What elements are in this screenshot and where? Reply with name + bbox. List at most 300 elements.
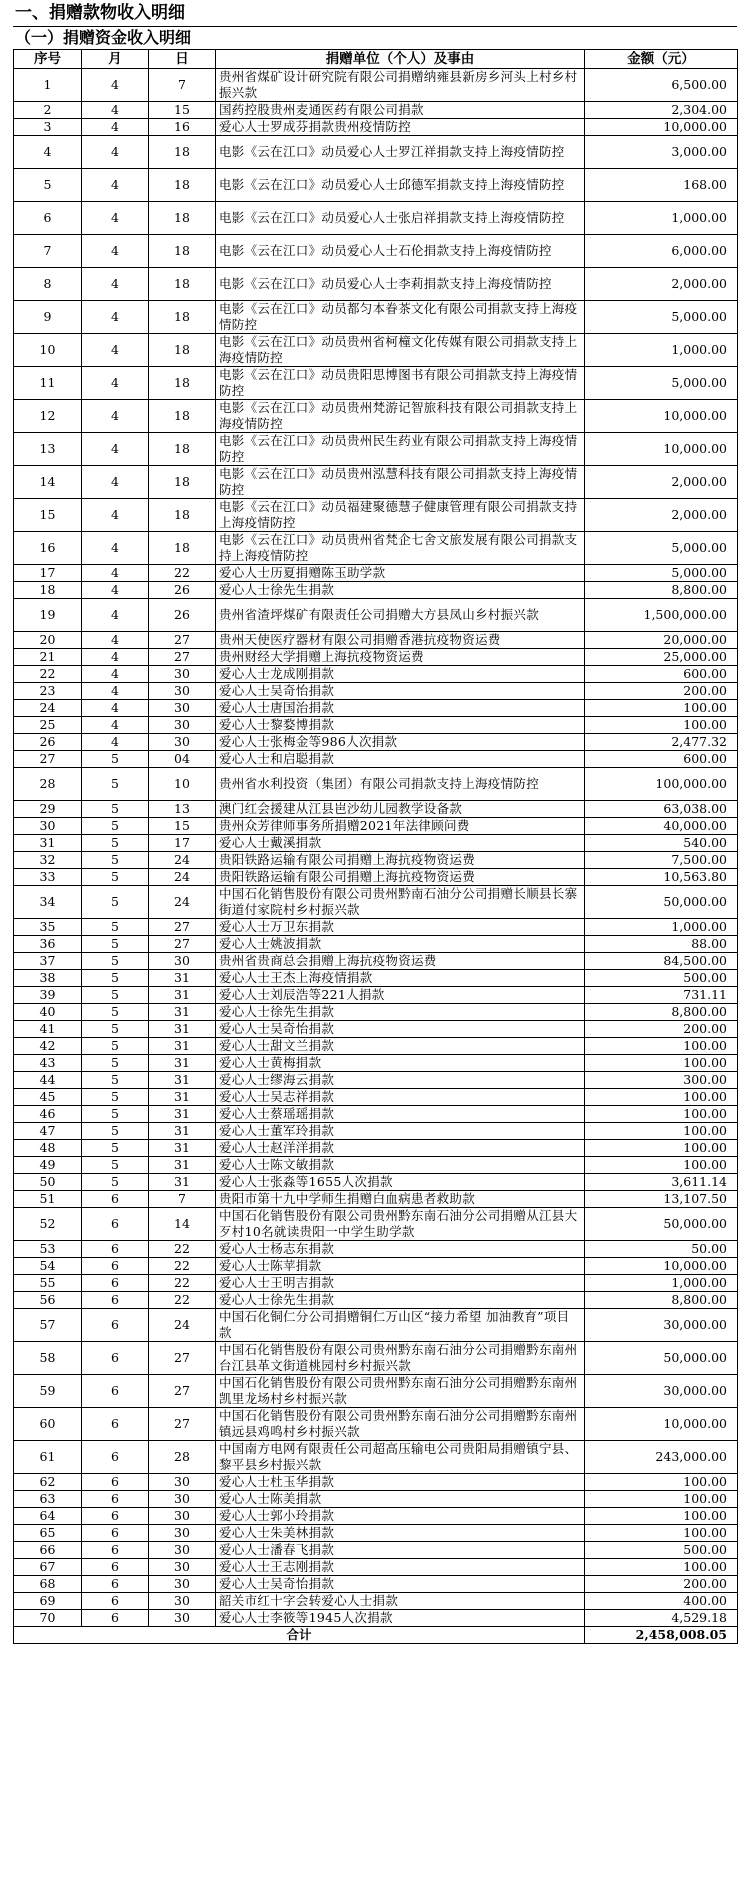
cell-desc: 爱心人士杨志东捐款	[216, 1241, 585, 1258]
cell-day: 28	[149, 1441, 216, 1474]
cell-amount: 100.00	[585, 1089, 738, 1106]
cell-amount: 200.00	[585, 683, 738, 700]
table-row	[14, 734, 738, 751]
cell-amount: 2,477.32	[585, 734, 738, 751]
col-header-day: 日	[149, 50, 216, 69]
cell-month: 4	[82, 169, 149, 202]
cell-day: 22	[149, 1275, 216, 1292]
cell-no: 61	[14, 1441, 82, 1474]
cell-no: 52	[14, 1208, 82, 1241]
cell-day: 30	[149, 1525, 216, 1542]
table-row	[14, 599, 738, 632]
cell-month: 4	[82, 632, 149, 649]
table-row	[14, 565, 738, 582]
cell-amount: 30,000.00	[585, 1375, 738, 1408]
cell-no: 18	[14, 582, 82, 599]
cell-day: 14	[149, 1208, 216, 1241]
cell-month: 5	[82, 1004, 149, 1021]
total-label: 合计	[14, 1627, 585, 1644]
cell-no: 31	[14, 835, 82, 852]
cell-desc: 爱心人士戴溪捐款	[216, 835, 585, 852]
table-row	[14, 1140, 738, 1157]
table-row	[14, 466, 738, 499]
cell-desc: 电影《云在江口》动员爱心人士石伦捐款支持上海疫情防控	[216, 235, 585, 268]
cell-desc: 爱心人士王杰上海疫情捐款	[216, 970, 585, 987]
cell-desc: 中国石化销售股份有限公司贵州黔东南石油分公司捐赠黔东南州镇远县鸡鸣村乡村振兴款	[216, 1408, 585, 1441]
cell-month: 4	[82, 268, 149, 301]
cell-desc: 电影《云在江口》动员贵州梵游记智旅科技有限公司捐款支持上海疫情防控	[216, 400, 585, 433]
table-row	[14, 334, 738, 367]
cell-amount: 30,000.00	[585, 1309, 738, 1342]
cell-amount: 25,000.00	[585, 649, 738, 666]
cell-month: 5	[82, 801, 149, 818]
table-row	[14, 1342, 738, 1375]
table-row	[14, 1241, 738, 1258]
total-row	[14, 1627, 738, 1644]
cell-no: 23	[14, 683, 82, 700]
cell-desc: 爱心人士王志刚捐款	[216, 1559, 585, 1576]
cell-no: 40	[14, 1004, 82, 1021]
cell-month: 4	[82, 136, 149, 169]
table-row	[14, 936, 738, 953]
cell-month: 5	[82, 1174, 149, 1191]
cell-no: 69	[14, 1593, 82, 1610]
cell-desc: 爱心人士董军玲捐款	[216, 1123, 585, 1140]
cell-month: 6	[82, 1610, 149, 1627]
table-row	[14, 717, 738, 734]
table-row	[14, 1072, 738, 1089]
cell-month: 5	[82, 835, 149, 852]
cell-desc: 爱心人士杜玉华捐款	[216, 1474, 585, 1491]
cell-desc: 中国石化销售股份有限公司贵州黔东南石油分公司捐赠黔东南州台江县革文街道桃园村乡村振兴款	[216, 1342, 585, 1375]
table-row	[14, 953, 738, 970]
cell-desc: 贵阳铁路运输有限公司捐赠上海抗疫物资运费	[216, 869, 585, 886]
table-row	[14, 499, 738, 532]
table-row	[14, 1610, 738, 1627]
cell-no: 34	[14, 886, 82, 919]
cell-month: 5	[82, 1140, 149, 1157]
cell-desc: 爱心人士罗成芬捐款贵州疫情防控	[216, 119, 585, 136]
cell-amount: 50,000.00	[585, 1208, 738, 1241]
table-row	[14, 987, 738, 1004]
cell-amount: 168.00	[585, 169, 738, 202]
cell-month: 6	[82, 1576, 149, 1593]
cell-month: 4	[82, 734, 149, 751]
cell-amount: 100.00	[585, 1525, 738, 1542]
cell-desc: 爱心人士郭小玲捐款	[216, 1508, 585, 1525]
cell-month: 6	[82, 1408, 149, 1441]
cell-desc: 澳门红会援建从江县岜沙幼儿园教学设备款	[216, 801, 585, 818]
cell-desc: 爱心人士姚波捐款	[216, 936, 585, 953]
cell-no: 22	[14, 666, 82, 683]
cell-amount: 8,800.00	[585, 1292, 738, 1309]
cell-no: 54	[14, 1258, 82, 1275]
cell-month: 4	[82, 565, 149, 582]
cell-desc: 爱心人士赵洋洋捐款	[216, 1140, 585, 1157]
cell-day: 04	[149, 751, 216, 768]
table-row	[14, 1491, 738, 1508]
cell-no: 70	[14, 1610, 82, 1627]
cell-day: 30	[149, 1576, 216, 1593]
cell-desc: 爱心人士徐先生捐款	[216, 1004, 585, 1021]
cell-desc: 贵州省煤矿设计研究院有限公司捐赠纳雍县新房乡河头上村乡村振兴款	[216, 69, 585, 102]
cell-desc: 韶关市红十字会转爱心人士捐款	[216, 1593, 585, 1610]
cell-month: 4	[82, 532, 149, 565]
cell-month: 4	[82, 499, 149, 532]
cell-amount: 100.00	[585, 1474, 738, 1491]
cell-month: 4	[82, 683, 149, 700]
cell-day: 31	[149, 1174, 216, 1191]
cell-month: 5	[82, 869, 149, 886]
table-row	[14, 683, 738, 700]
table-row	[14, 1441, 738, 1474]
cell-amount: 100.00	[585, 1106, 738, 1123]
cell-month: 5	[82, 1157, 149, 1174]
cell-desc: 电影《云在江口》动员贵阳思博图书有限公司捐款支持上海疫情防控	[216, 367, 585, 400]
cell-month: 4	[82, 717, 149, 734]
cell-desc: 国药控股贵州麦通医药有限公司捐款	[216, 102, 585, 119]
cell-month: 6	[82, 1474, 149, 1491]
cell-amount: 10,000.00	[585, 119, 738, 136]
table-row	[14, 835, 738, 852]
cell-month: 6	[82, 1542, 149, 1559]
cell-day: 18	[149, 169, 216, 202]
cell-month: 6	[82, 1375, 149, 1408]
cell-amount: 100,000.00	[585, 768, 738, 801]
cell-month: 4	[82, 235, 149, 268]
cell-no: 11	[14, 367, 82, 400]
cell-amount: 40,000.00	[585, 818, 738, 835]
cell-amount: 1,000.00	[585, 334, 738, 367]
cell-day: 27	[149, 1408, 216, 1441]
cell-month: 6	[82, 1525, 149, 1542]
cell-amount: 50.00	[585, 1241, 738, 1258]
total-amount: 2,458,008.05	[585, 1627, 738, 1644]
cell-day: 22	[149, 1258, 216, 1275]
cell-no: 6	[14, 202, 82, 235]
cell-no: 30	[14, 818, 82, 835]
cell-amount: 5,000.00	[585, 532, 738, 565]
cell-desc: 贵州省水利投资（集团）有限公司捐款支持上海疫情防控	[216, 768, 585, 801]
cell-desc: 电影《云在江口》动员都匀本眷茶文化有限公司捐款支持上海疫情防控	[216, 301, 585, 334]
cell-no: 24	[14, 700, 82, 717]
cell-no: 67	[14, 1559, 82, 1576]
cell-day: 18	[149, 301, 216, 334]
cell-no: 29	[14, 801, 82, 818]
cell-no: 13	[14, 433, 82, 466]
table-row	[14, 1038, 738, 1055]
cell-day: 17	[149, 835, 216, 852]
cell-amount: 3,611.14	[585, 1174, 738, 1191]
cell-month: 6	[82, 1342, 149, 1375]
table-row	[14, 400, 738, 433]
cell-amount: 600.00	[585, 751, 738, 768]
cell-month: 5	[82, 1106, 149, 1123]
cell-amount: 10,000.00	[585, 1258, 738, 1275]
cell-day: 18	[149, 499, 216, 532]
cell-no: 9	[14, 301, 82, 334]
cell-day: 30	[149, 1542, 216, 1559]
cell-desc: 爱心人士刘辰浩等221人捐款	[216, 987, 585, 1004]
table-row	[14, 102, 738, 119]
table-row	[14, 1157, 738, 1174]
cell-day: 18	[149, 466, 216, 499]
cell-month: 5	[82, 953, 149, 970]
cell-day: 22	[149, 1241, 216, 1258]
table-row	[14, 301, 738, 334]
cell-month: 4	[82, 433, 149, 466]
cell-amount: 100.00	[585, 1508, 738, 1525]
table-row	[14, 1174, 738, 1191]
cell-day: 18	[149, 268, 216, 301]
cell-desc: 爱心人士甜文兰捐款	[216, 1038, 585, 1055]
cell-amount: 400.00	[585, 1593, 738, 1610]
cell-desc: 爱心人士朱美林捐款	[216, 1525, 585, 1542]
cell-no: 8	[14, 268, 82, 301]
table-row	[14, 919, 738, 936]
cell-day: 7	[149, 69, 216, 102]
cell-amount: 100.00	[585, 1055, 738, 1072]
cell-desc: 爱心人士陈苹捐款	[216, 1258, 585, 1275]
cell-desc: 爱心人士李筱等1945人次捐款	[216, 1610, 585, 1627]
cell-no: 32	[14, 852, 82, 869]
cell-desc: 贵州财经大学捐赠上海抗疫物资运费	[216, 649, 585, 666]
cell-no: 42	[14, 1038, 82, 1055]
cell-desc: 爱心人士黄梅捐款	[216, 1055, 585, 1072]
cell-month: 4	[82, 466, 149, 499]
cell-desc: 爱心人士和启聪捐款	[216, 751, 585, 768]
cell-day: 26	[149, 599, 216, 632]
cell-amount: 3,000.00	[585, 136, 738, 169]
cell-day: 30	[149, 1491, 216, 1508]
cell-amount: 100.00	[585, 700, 738, 717]
cell-no: 41	[14, 1021, 82, 1038]
table-row	[14, 1275, 738, 1292]
cell-day: 18	[149, 235, 216, 268]
cell-amount: 88.00	[585, 936, 738, 953]
cell-month: 6	[82, 1441, 149, 1474]
table-row	[14, 852, 738, 869]
table-row	[14, 433, 738, 466]
cell-amount: 1,000.00	[585, 202, 738, 235]
cell-month: 6	[82, 1258, 149, 1275]
cell-amount: 2,304.00	[585, 102, 738, 119]
cell-no: 5	[14, 169, 82, 202]
cell-no: 63	[14, 1491, 82, 1508]
cell-no: 33	[14, 869, 82, 886]
cell-month: 5	[82, 970, 149, 987]
cell-no: 20	[14, 632, 82, 649]
cell-day: 30	[149, 1559, 216, 1576]
cell-amount: 2,000.00	[585, 466, 738, 499]
table-row	[14, 1021, 738, 1038]
cell-no: 2	[14, 102, 82, 119]
cell-day: 31	[149, 1004, 216, 1021]
table-row	[14, 1474, 738, 1491]
table-row	[14, 1525, 738, 1542]
cell-desc: 贵阳市第十九中学师生捐赠白血病患者救助款	[216, 1191, 585, 1208]
col-header-no: 序号	[14, 50, 82, 69]
cell-month: 5	[82, 1089, 149, 1106]
cell-month: 4	[82, 119, 149, 136]
cell-day: 10	[149, 768, 216, 801]
cell-desc: 贵州天使医疗器材有限公司捐赠香港抗疫物资运费	[216, 632, 585, 649]
table-row	[14, 136, 738, 169]
cell-no: 45	[14, 1089, 82, 1106]
cell-amount: 1,000.00	[585, 1275, 738, 1292]
cell-desc: 电影《云在江口》动员福建聚德慧子健康管理有限公司捐款支持上海疫情防控	[216, 499, 585, 532]
cell-month: 4	[82, 69, 149, 102]
table-row	[14, 1408, 738, 1441]
table-row	[14, 751, 738, 768]
cell-month: 5	[82, 818, 149, 835]
cell-month: 4	[82, 582, 149, 599]
cell-amount: 500.00	[585, 1542, 738, 1559]
table-row	[14, 169, 738, 202]
cell-day: 27	[149, 632, 216, 649]
cell-amount: 8,800.00	[585, 582, 738, 599]
cell-month: 4	[82, 666, 149, 683]
cell-amount: 10,563.80	[585, 869, 738, 886]
cell-day: 18	[149, 136, 216, 169]
table-row	[14, 1292, 738, 1309]
cell-desc: 爱心人士历夏捐赠陈玉助学款	[216, 565, 585, 582]
cell-no: 4	[14, 136, 82, 169]
cell-month: 5	[82, 852, 149, 869]
cell-desc: 爱心人士缪海云捐款	[216, 1072, 585, 1089]
cell-day: 27	[149, 936, 216, 953]
cell-month: 6	[82, 1241, 149, 1258]
cell-no: 56	[14, 1292, 82, 1309]
cell-month: 5	[82, 919, 149, 936]
cell-day: 22	[149, 1292, 216, 1309]
table-row	[14, 1106, 738, 1123]
cell-desc: 爱心人士张淼等1655人次捐款	[216, 1174, 585, 1191]
cell-amount: 300.00	[585, 1072, 738, 1089]
cell-desc: 电影《云在江口》动员贵州民生药业有限公司捐款支持上海疫情防控	[216, 433, 585, 466]
table-row	[14, 1593, 738, 1610]
cell-desc: 电影《云在江口》动员贵州省梵企七舍文旅发展有限公司捐款支持上海疫情防控	[216, 532, 585, 565]
cell-amount: 500.00	[585, 970, 738, 987]
cell-month: 5	[82, 768, 149, 801]
cell-no: 39	[14, 987, 82, 1004]
cell-no: 62	[14, 1474, 82, 1491]
cell-day: 31	[149, 1072, 216, 1089]
donation-table	[13, 49, 738, 1644]
cell-no: 47	[14, 1123, 82, 1140]
cell-amount: 84,500.00	[585, 953, 738, 970]
cell-no: 50	[14, 1174, 82, 1191]
table-row	[14, 649, 738, 666]
table-row	[14, 1258, 738, 1275]
cell-month: 5	[82, 1055, 149, 1072]
cell-amount: 100.00	[585, 1123, 738, 1140]
table-row	[14, 1208, 738, 1241]
cell-month: 4	[82, 700, 149, 717]
table-row	[14, 1004, 738, 1021]
cell-amount: 5,000.00	[585, 301, 738, 334]
table-row	[14, 666, 738, 683]
cell-desc: 贵州省渣坪煤矿有限责任公司捐赠大方县凤山乡村振兴款	[216, 599, 585, 632]
cell-month: 4	[82, 599, 149, 632]
cell-day: 30	[149, 1474, 216, 1491]
table-row	[14, 582, 738, 599]
cell-no: 53	[14, 1241, 82, 1258]
cell-amount: 4,529.18	[585, 1610, 738, 1627]
cell-amount: 20,000.00	[585, 632, 738, 649]
cell-no: 35	[14, 919, 82, 936]
cell-desc: 电影《云在江口》动员爱心人士李莉捐款支持上海疫情防控	[216, 268, 585, 301]
cell-no: 15	[14, 499, 82, 532]
cell-desc: 爱心人士吴奇怡捐款	[216, 1021, 585, 1038]
cell-day: 30	[149, 1593, 216, 1610]
cell-amount: 5,000.00	[585, 367, 738, 400]
cell-no: 12	[14, 400, 82, 433]
cell-amount: 200.00	[585, 1576, 738, 1593]
cell-month: 5	[82, 1123, 149, 1140]
cell-desc: 爱心人士万卫东捐款	[216, 919, 585, 936]
cell-month: 5	[82, 751, 149, 768]
cell-no: 55	[14, 1275, 82, 1292]
cell-month: 6	[82, 1508, 149, 1525]
cell-desc: 电影《云在江口》动员贵州泓慧科技有限公司捐款支持上海疫情防控	[216, 466, 585, 499]
cell-desc: 中国南方电网有限责任公司超高压输电公司贵阳局捐赠镇宁县、黎平县乡村振兴款	[216, 1441, 585, 1474]
cell-day: 30	[149, 700, 216, 717]
cell-desc: 贵州省贵商总会捐赠上海抗疫物资运费	[216, 953, 585, 970]
cell-amount: 100.00	[585, 717, 738, 734]
table-row	[14, 235, 738, 268]
table-row	[14, 801, 738, 818]
cell-amount: 63,038.00	[585, 801, 738, 818]
cell-amount: 100.00	[585, 1140, 738, 1157]
cell-day: 31	[149, 1055, 216, 1072]
col-header-month: 月	[82, 50, 149, 69]
table-row	[14, 1089, 738, 1106]
cell-month: 5	[82, 1072, 149, 1089]
cell-desc: 爱心人士吴志祥捐款	[216, 1089, 585, 1106]
cell-month: 5	[82, 886, 149, 919]
cell-month: 4	[82, 367, 149, 400]
cell-amount: 7,500.00	[585, 852, 738, 869]
cell-amount: 5,000.00	[585, 565, 738, 582]
cell-day: 31	[149, 1038, 216, 1055]
cell-amount: 540.00	[585, 835, 738, 852]
cell-no: 51	[14, 1191, 82, 1208]
cell-day: 30	[149, 666, 216, 683]
cell-day: 18	[149, 433, 216, 466]
table-row	[14, 1559, 738, 1576]
table-row	[14, 1576, 738, 1593]
cell-no: 65	[14, 1525, 82, 1542]
cell-desc: 爱心人士蔡瑶瑶捐款	[216, 1106, 585, 1123]
cell-no: 10	[14, 334, 82, 367]
cell-no: 7	[14, 235, 82, 268]
cell-desc: 贵阳铁路运输有限公司捐赠上海抗疫物资运费	[216, 852, 585, 869]
cell-no: 16	[14, 532, 82, 565]
cell-amount: 100.00	[585, 1491, 738, 1508]
cell-day: 31	[149, 1106, 216, 1123]
cell-month: 4	[82, 102, 149, 119]
cell-month: 6	[82, 1593, 149, 1610]
cell-day: 31	[149, 1089, 216, 1106]
table-row	[14, 367, 738, 400]
cell-no: 28	[14, 768, 82, 801]
table-row	[14, 1542, 738, 1559]
cell-no: 37	[14, 953, 82, 970]
cell-month: 4	[82, 334, 149, 367]
table-row	[14, 1375, 738, 1408]
cell-day: 30	[149, 1508, 216, 1525]
